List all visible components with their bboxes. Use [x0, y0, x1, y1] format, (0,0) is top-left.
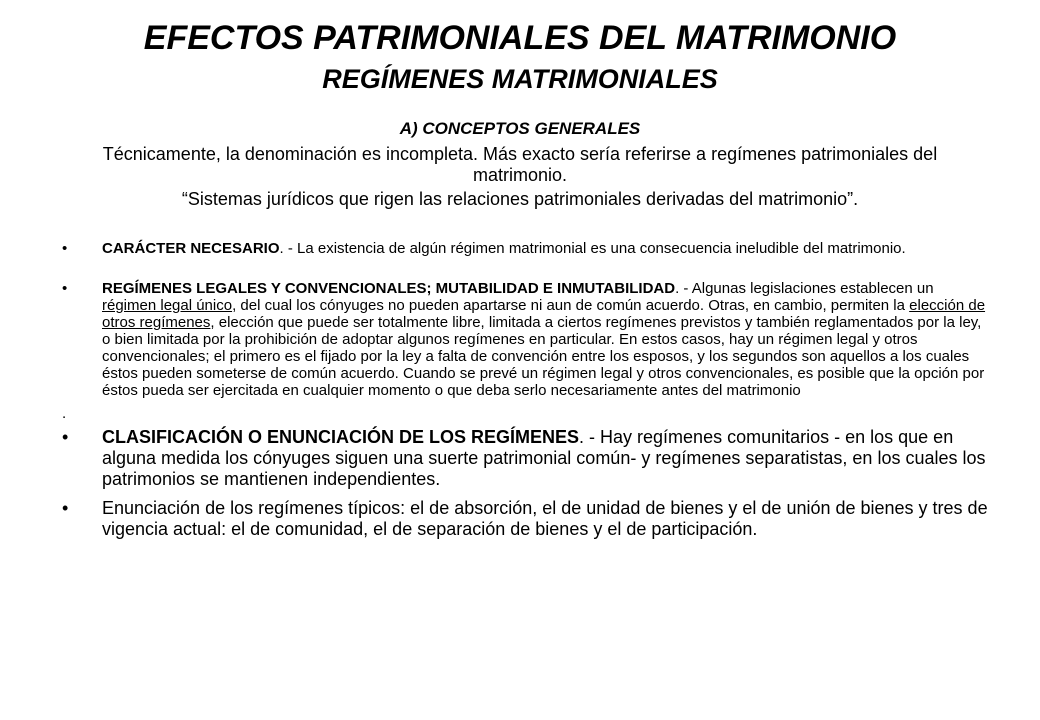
bullet-text: Enunciación de los regímenes típicos: el de absorción, el de unidad de bienes y el de unión de bienes y tres de vigencia actual: el de comunidad, el de separación de bienes y el de participación.	[102, 498, 988, 539]
bullet-regimenes-legales	[62, 280, 988, 399]
bullet-enunciacion	[62, 498, 988, 540]
bullet-lead: CARÁCTER NECESARIO	[102, 240, 280, 257]
bullet-text: . - La existencia de algún régimen matrimonial es una consecuencia ineludible del matrimonio.	[279, 240, 906, 257]
section-heading: A) CONCEPTOS GENERALES	[399, 119, 641, 138]
underlined-term: elección de otros regímenes	[102, 297, 986, 331]
bullet-clasificacion	[62, 427, 988, 490]
bullet-empty-mark: .	[62, 405, 67, 422]
bullet-lead: CLASIFICACIÓN O ENUNCIACIÓN DE LOS REGÍMENES	[102, 427, 580, 447]
intro-paragraph-2: “Sistemas jurídicos que rigen las relaciones patrimoniales derivadas del matrimonio”.	[181, 189, 859, 209]
bullet-empty	[62, 406, 988, 422]
bullet-lead: REGÍMENES LEGALES Y CONVENCIONALES; MUTABILIDAD E INMUTABILIDAD	[102, 280, 676, 297]
bullet-list	[62, 240, 988, 540]
intro-paragraph-1: Técnicamente, la denominación es incompleta. Más exacto sería referirse a regímenes patrimoniales del matrimonio.	[102, 144, 938, 185]
bullet-text: , elección que puede ser totalmente libre, limitada a ciertos regímenes previstos y también reglamentados por la ley, o bien limitada por la prohibición de adoptar algunos regímenes en particular. En estos casos, hay un régimen legal y otros convencionales; el primero es el fijado por la ley a falta de convención entre los esposos, y los segundos son aquellos a los cuales éstos pueden someterse de común acuerdo. Cuando se prevé un régimen legal y otros convencionales, es posible que la opción por éstos pueda ser ejercitada en cualquier momento o que deba serlo necesariamente antes del matrimonio	[102, 314, 985, 399]
bullet-text: . - Algunas legislaciones establecen un	[675, 280, 934, 297]
bullet-icon: •	[62, 427, 69, 447]
intro-block	[80, 118, 960, 213]
page-title: EFECTOS PATRIMONIALES DEL MATRIMONIO	[143, 19, 897, 57]
bullet-icon: •	[62, 240, 68, 257]
page-subtitle: REGÍMENES MATRIMONIALES	[322, 64, 718, 94]
bullet-icon: •	[62, 498, 69, 518]
bullet-text: , del cual los cónyuges no pueden apartarse ni aun de común acuerdo. Otras, en cambio, permiten la	[232, 297, 910, 314]
bullet-caracter-necesario	[62, 240, 988, 257]
bullet-icon: •	[62, 280, 68, 297]
underlined-term: régimen legal único	[102, 297, 233, 314]
bullet-text: . - Hay regímenes comunitarios - en los que en alguna medida los cónyuges siguen una suerte patrimonial común- y regímenes separatistas, en los cuales los patrimonios se mantienen independientes.	[102, 427, 986, 489]
